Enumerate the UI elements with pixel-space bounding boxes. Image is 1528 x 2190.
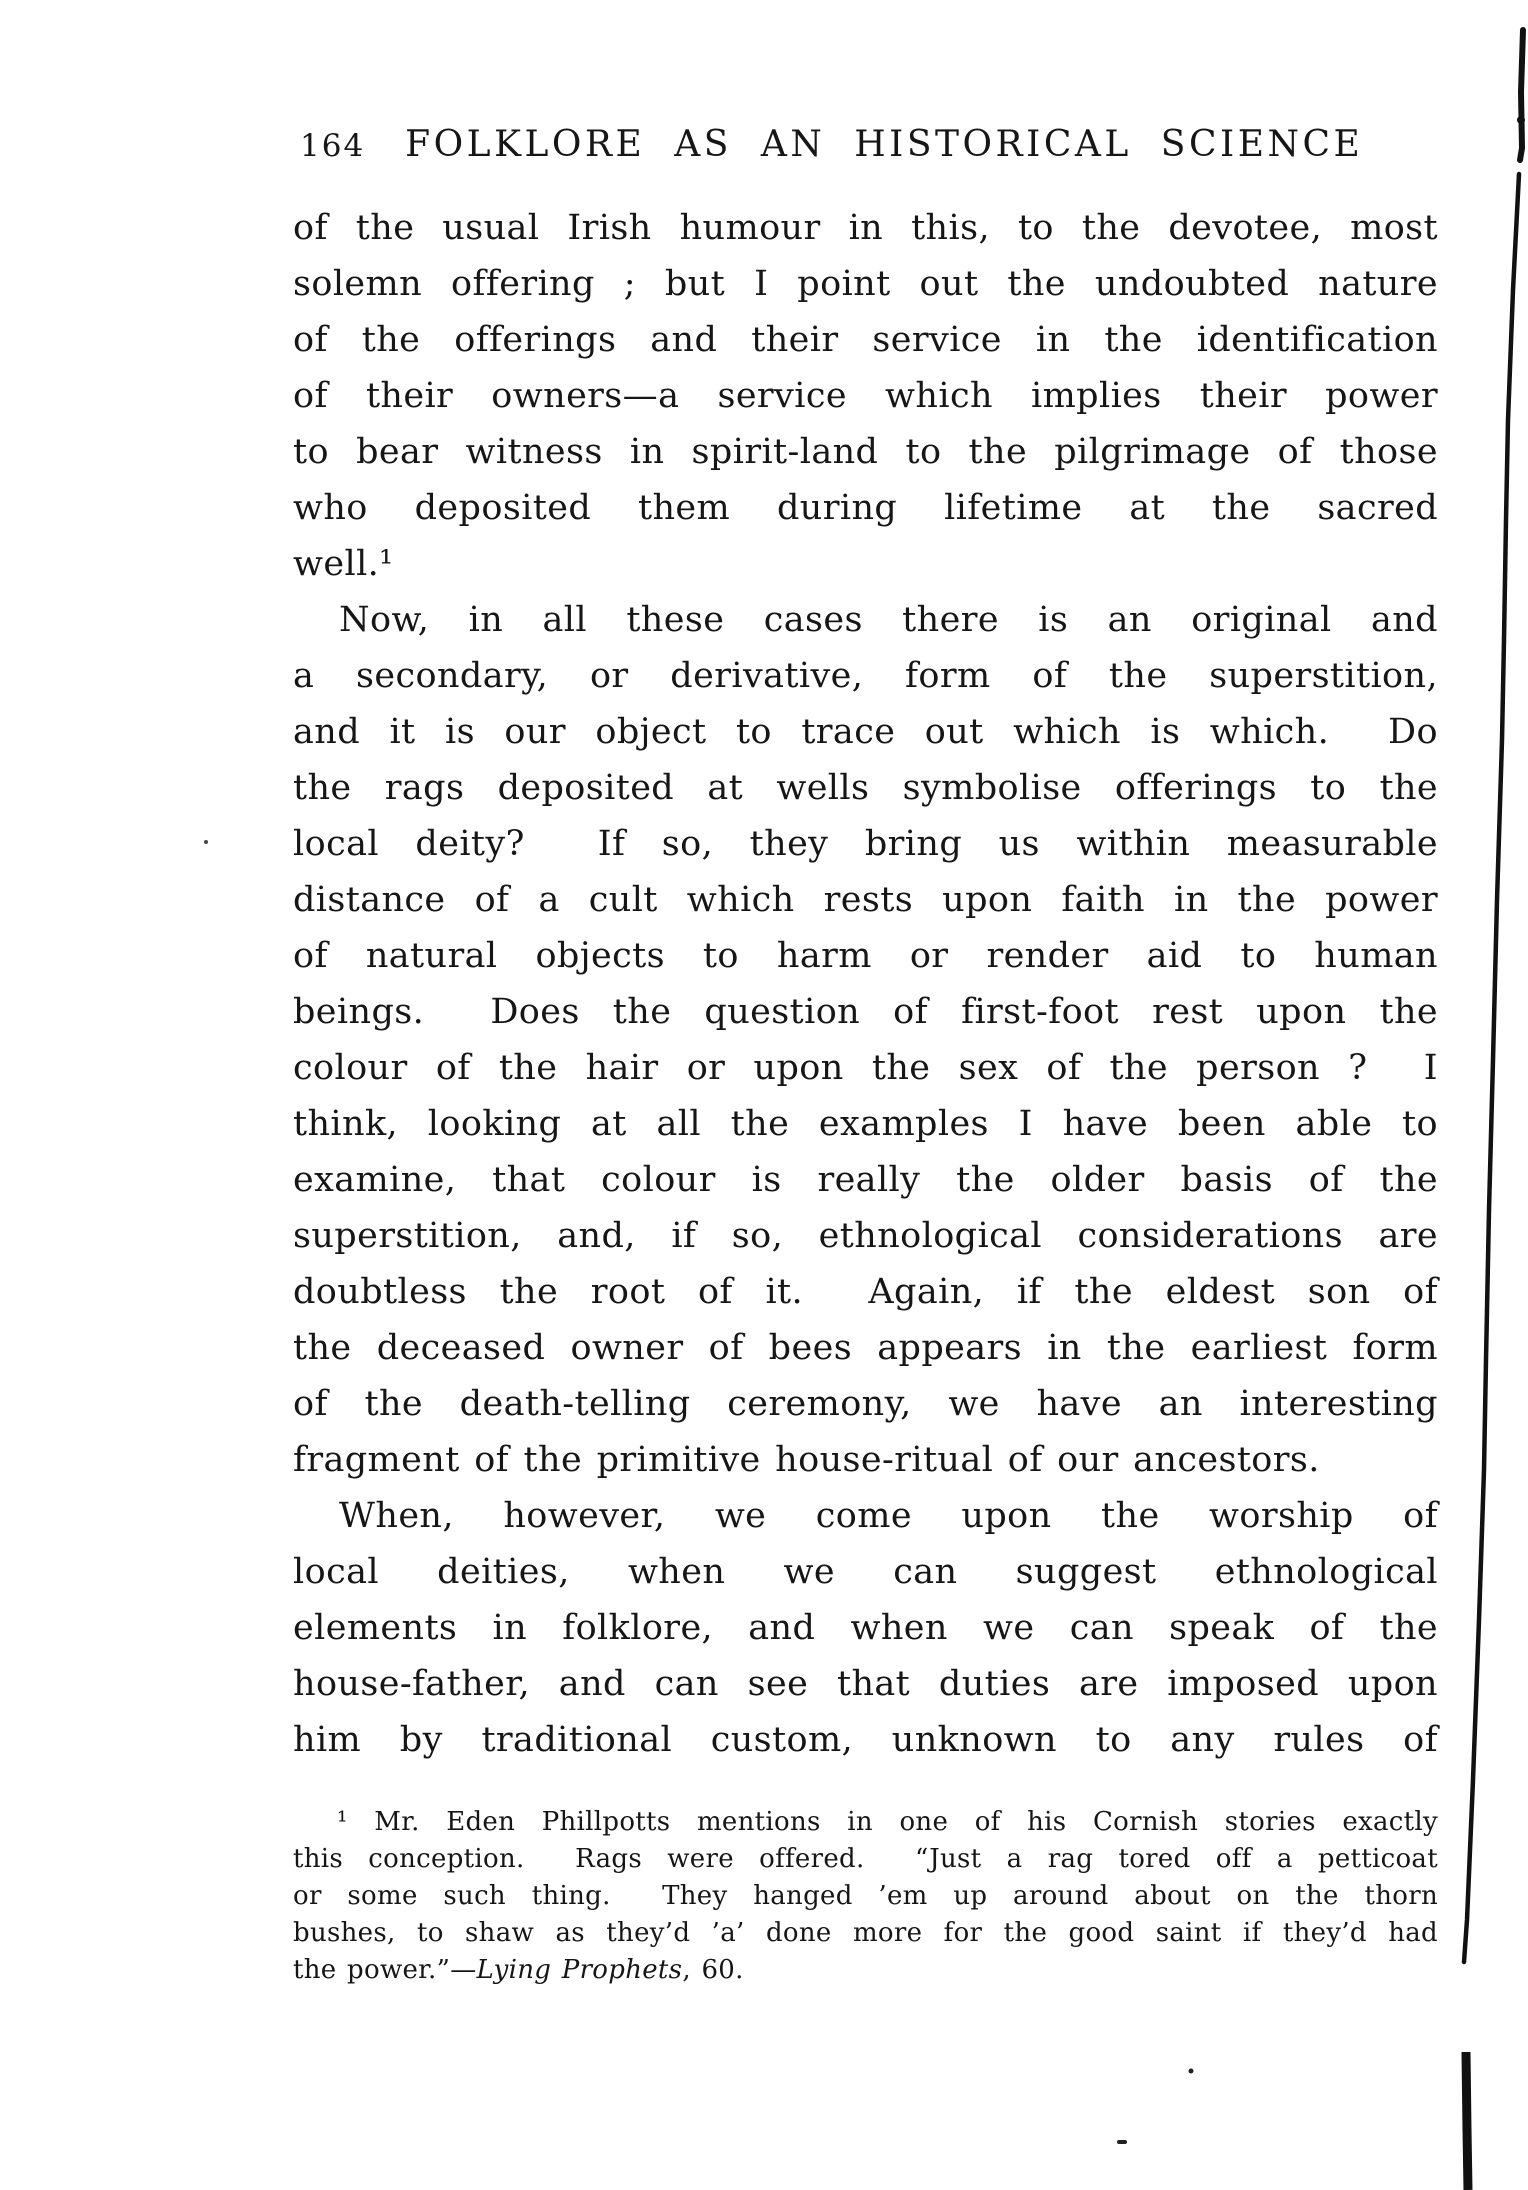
body-paragraph-2-line-5: local deity? If so, they bring us within measurable — [293, 824, 1438, 864]
running-header — [300, 124, 1363, 165]
footnote-closing-post: , 60. — [682, 1955, 744, 1985]
body-paragraph-1-line-1: of the usual Irish humour in this, to the devotee, most — [293, 208, 1438, 248]
scan-speck — [204, 840, 208, 844]
body-paragraph-3-line-1: When, however, we come upon the worship of — [339, 1496, 1438, 1536]
body-paragraph-2-line-8: beings. Does the question of first-foot rest upon the — [293, 992, 1438, 1032]
body-paragraph-3-line-5: him by traditional custom, unknown to any rules of — [293, 1720, 1438, 1760]
scan-edge-line-top — [1520, 30, 1523, 160]
footnote-block-1-line-3: or some such thing. They hanged ’em up around about on the thorn — [293, 1881, 1438, 1911]
body-paragraph-1-line-2: solemn offering ; but I point out the undoubted nature — [293, 264, 1438, 304]
scan-speck — [1189, 2069, 1194, 2074]
footnote-lines — [293, 1804, 1438, 1952]
body-paragraph-2-line-15: of the death-telling ceremony, we have an interesting — [293, 1384, 1438, 1424]
footnote-block-1-line-1: ¹ Mr. Eden Phillpotts mentions in one of his Cornish stories exactly — [337, 1807, 1438, 1837]
body-paragraph-2-line-1: Now, in all these cases there is an original and — [339, 600, 1438, 640]
body-paragraph-2-line-9: colour of the hair or upon the sex of the person ? I — [293, 1048, 1438, 1088]
body-paragraph-2-line-16: fragment of the primitive house-ritual of our ancestors. — [293, 1440, 1320, 1480]
running-title: FOLKLORE AS AN HISTORICAL SCIENCE — [405, 124, 1364, 165]
body-paragraph-2-line-14: the deceased owner of bees appears in the earliest form — [293, 1328, 1438, 1368]
footnote — [293, 1804, 1438, 1989]
scan-edge-line-main — [1464, 174, 1519, 1962]
body-paragraph-3-line-2: local deities, when we can suggest ethnological — [293, 1552, 1438, 1592]
footnote-block-1-line-2: this conception. Rags were offered. “Just a rag tored off a petticoat — [293, 1844, 1438, 1874]
footnote-closing-pre: the power.”— — [293, 1955, 477, 1985]
body-paragraph-2-line-7: of natural objects to harm or render aid to human — [293, 936, 1438, 976]
footnote-citation-italic: Lying Prophets — [476, 1955, 683, 1985]
scan-blob — [1517, 116, 1525, 124]
body-text — [293, 200, 1438, 1768]
body-paragraph-2-line-3: and it is our object to trace out which is which. Do — [293, 712, 1438, 752]
page-number: 164 — [300, 128, 366, 164]
body-paragraph-1-line-3: of the offerings and their service in the identification — [293, 320, 1438, 360]
body-paragraph-2-line-13: doubtless the root of it. Again, if the eldest son of — [293, 1272, 1438, 1312]
body-paragraph-2-line-10: think, looking at all the examples I have been able to — [293, 1104, 1438, 1144]
body-paragraph-3-line-4: house-father, and can see that duties are imposed upon — [293, 1664, 1438, 1704]
body-paragraph-1-line-5: to bear witness in spirit-land to the pilgrimage of those — [293, 432, 1438, 472]
body-paragraph-2-line-12: superstition, and, if so, ethnological considerations are — [293, 1216, 1438, 1256]
body-paragraph-1-line-4: of their owners—a service which implies their power — [293, 376, 1438, 416]
footnote-closing-line — [293, 1952, 1438, 1989]
body-paragraph-2-line-4: the rags deposited at wells symbolise offerings to the — [293, 768, 1438, 808]
body-paragraph-2-line-6: distance of a cult which rests upon faith in the power — [293, 880, 1438, 920]
body-paragraph-2-line-2: a secondary, or derivative, form of the superstition, — [293, 656, 1438, 696]
footnote-block-1-line-4: bushes, to shaw as they’d ’a’ done more for the good saint if they’d had — [293, 1918, 1438, 1948]
scan-speck — [1117, 2140, 1127, 2144]
body-paragraph-3-line-3: elements in folklore, and when we can speak of the — [293, 1608, 1438, 1648]
body-paragraph-1-line-7: well.¹ — [293, 544, 394, 584]
body-paragraph-1-line-6: who deposited them during lifetime at the sacred — [293, 488, 1438, 528]
body-paragraph-2-line-11: examine, that colour is really the older basis of the — [293, 1160, 1438, 1200]
scan-edge-line-bottom — [1466, 2052, 1468, 2190]
